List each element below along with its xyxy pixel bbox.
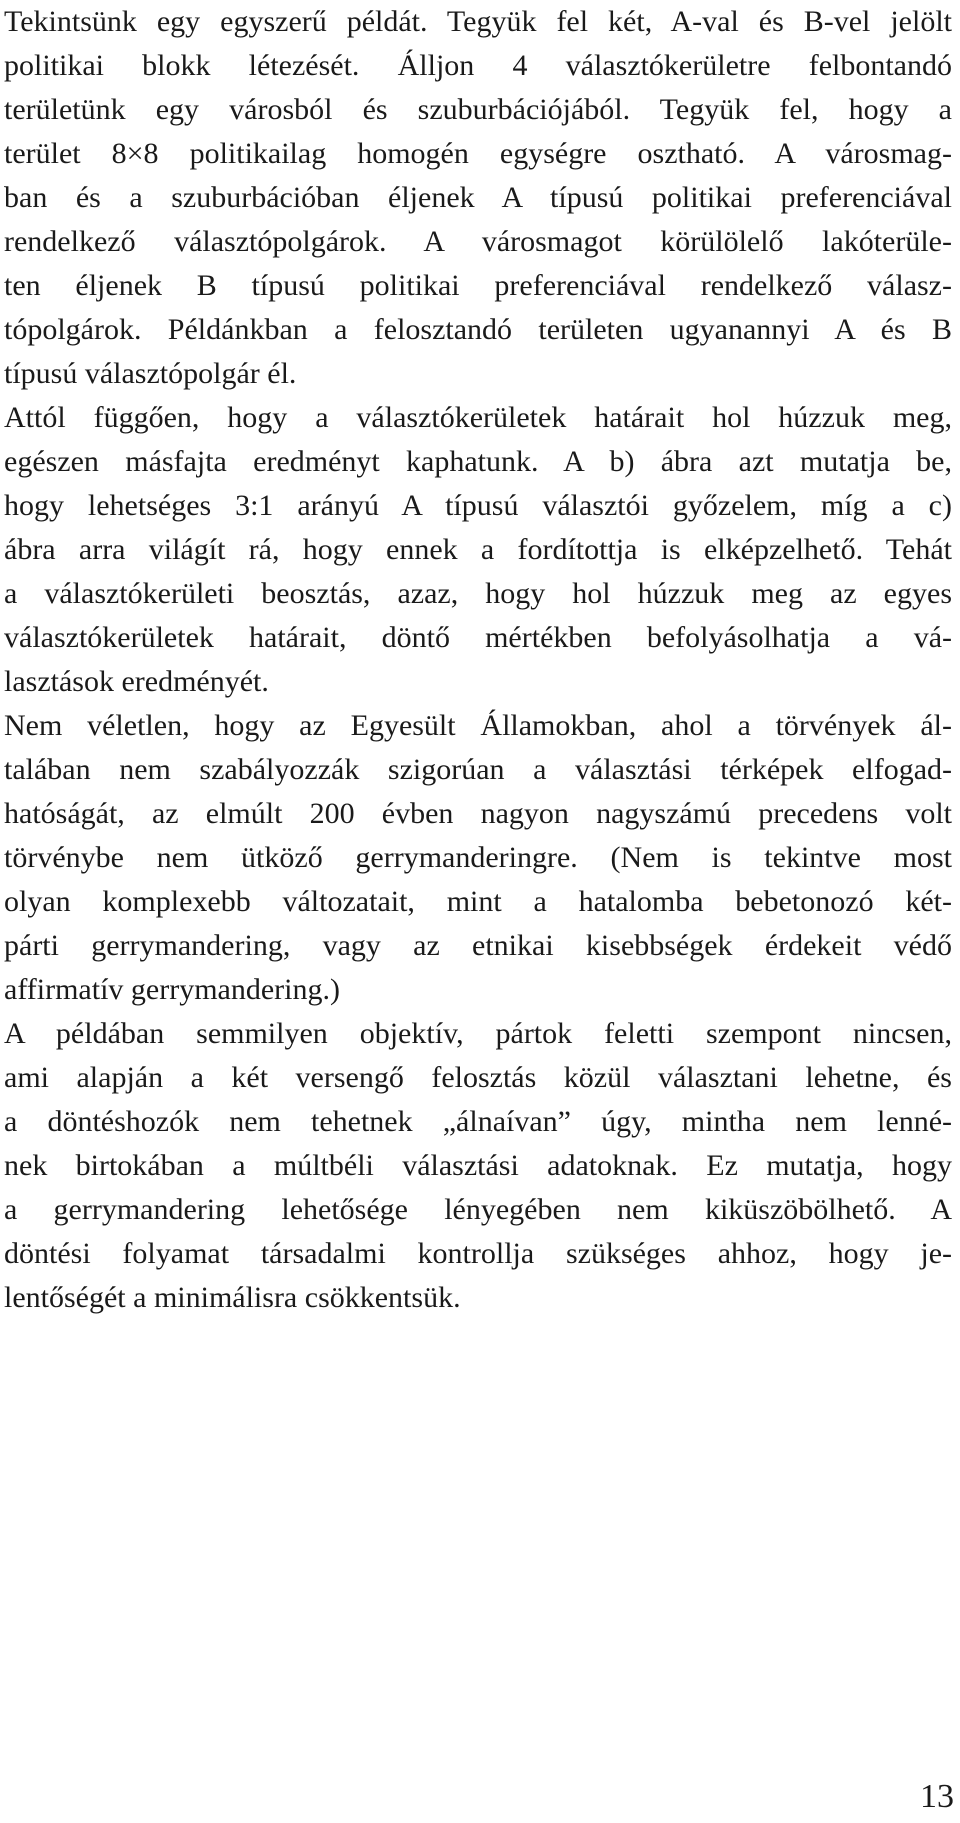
paragraph-3-line-6: párti gerrymandering, vagy az etnikai kisebbségek érdekeit védő — [4, 929, 952, 962]
paragraph-3-line-5: olyan komplexebb változatait, mint a hatalomba bebetonozó két- — [4, 885, 952, 918]
paragraph-1-line-8: tópolgárok. Példánkban a felosztandó területen ugyanannyi A és B — [4, 313, 952, 346]
paragraph-4-line-1: A példában semmilyen objektív, pártok feletti szempont nincsen, — [4, 1017, 952, 1050]
paragraph-2-line-4: ábra arra világít rá, hogy ennek a fordítottja is elképzelhető. Tehát — [4, 533, 952, 566]
paragraph-3-line-1: Nem véletlen, hogy az Egyesült Államokban, ahol a törvények ál- — [4, 709, 952, 742]
paragraph-1-line-1: Tekintsünk egy egyszerű példát. Tegyük fel két, A-val és B-vel jelölt — [4, 5, 952, 38]
paragraph-2-line-1: Attól függően, hogy a választókerületek határait hol húzzuk meg, — [4, 401, 952, 434]
paragraph-1-line-7: ten éljenek B típusú politikai preferenciával rendelkező válasz- — [4, 269, 952, 302]
paragraph-2-line-7: lasztások eredményét. — [4, 665, 269, 698]
paragraph-4-line-2: ami alapján a két versengő felosztás közül választani lehetne, és — [4, 1061, 952, 1094]
paragraph-1-line-9: típusú választópolgár él. — [4, 357, 297, 390]
paragraph-4-line-6: döntési folyamat társadalmi kontrollja szükséges ahhoz, hogy je- — [4, 1237, 952, 1270]
paragraph-3-line-4: törvénybe nem ütköző gerrymanderingre. (Nem is tekintve most — [4, 841, 952, 874]
paragraph-2-line-5: a választókerületi beosztás, azaz, hogy hol húzzuk meg az egyes — [4, 577, 952, 610]
paragraph-1-line-4: terület 8×8 politikailag homogén egységre osztható. A városmag- — [4, 137, 952, 170]
paragraph-1-line-6: rendelkező választópolgárok. A városmagot körülölelő lakóterüle- — [4, 225, 952, 258]
paragraph-4-line-3: a döntéshozók nem tehetnek „álnaívan” úgy, mintha nem lenné- — [4, 1105, 952, 1138]
paragraph-2-line-6: választókerületek határait, döntő mértékben befolyásolhatja a vá- — [4, 621, 952, 654]
paragraph-3-line-7: affirmatív gerrymandering.) — [4, 973, 340, 1006]
paragraph-1-line-3: területünk egy városból és szuburbációjából. Tegyük fel, hogy a — [4, 93, 952, 126]
page-number: 13 — [920, 1778, 954, 1815]
paragraph-4-line-7: lentőségét a minimálisra csökkentsük. — [4, 1281, 461, 1314]
paragraph-4-line-5: a gerrymandering lehetősége lényegében nem kiküszöbölhető. A — [4, 1193, 952, 1226]
paragraph-3-line-2: talában nem szabályozzák szigorúan a választási térképek elfogad- — [4, 753, 952, 786]
paragraph-1-line-5: ban és a szuburbációban éljenek A típusú politikai preferenciával — [4, 181, 952, 214]
paragraph-2-line-2: egészen másfajta eredményt kaphatunk. A b) ábra azt mutatja be, — [4, 445, 952, 478]
paragraph-4-line-4: nek birtokában a múltbéli választási adatoknak. Ez mutatja, hogy — [4, 1149, 952, 1182]
paragraph-1-line-2: politikai blokk létezését. Álljon 4 választókerületre felbontandó — [4, 49, 952, 82]
paragraph-3-line-3: hatóságát, az elmúlt 200 évben nagyon nagyszámú precedens volt — [4, 797, 952, 830]
paragraph-2-line-3: hogy lehetséges 3:1 arányú A típusú választói győzelem, míg a c) — [4, 489, 952, 522]
